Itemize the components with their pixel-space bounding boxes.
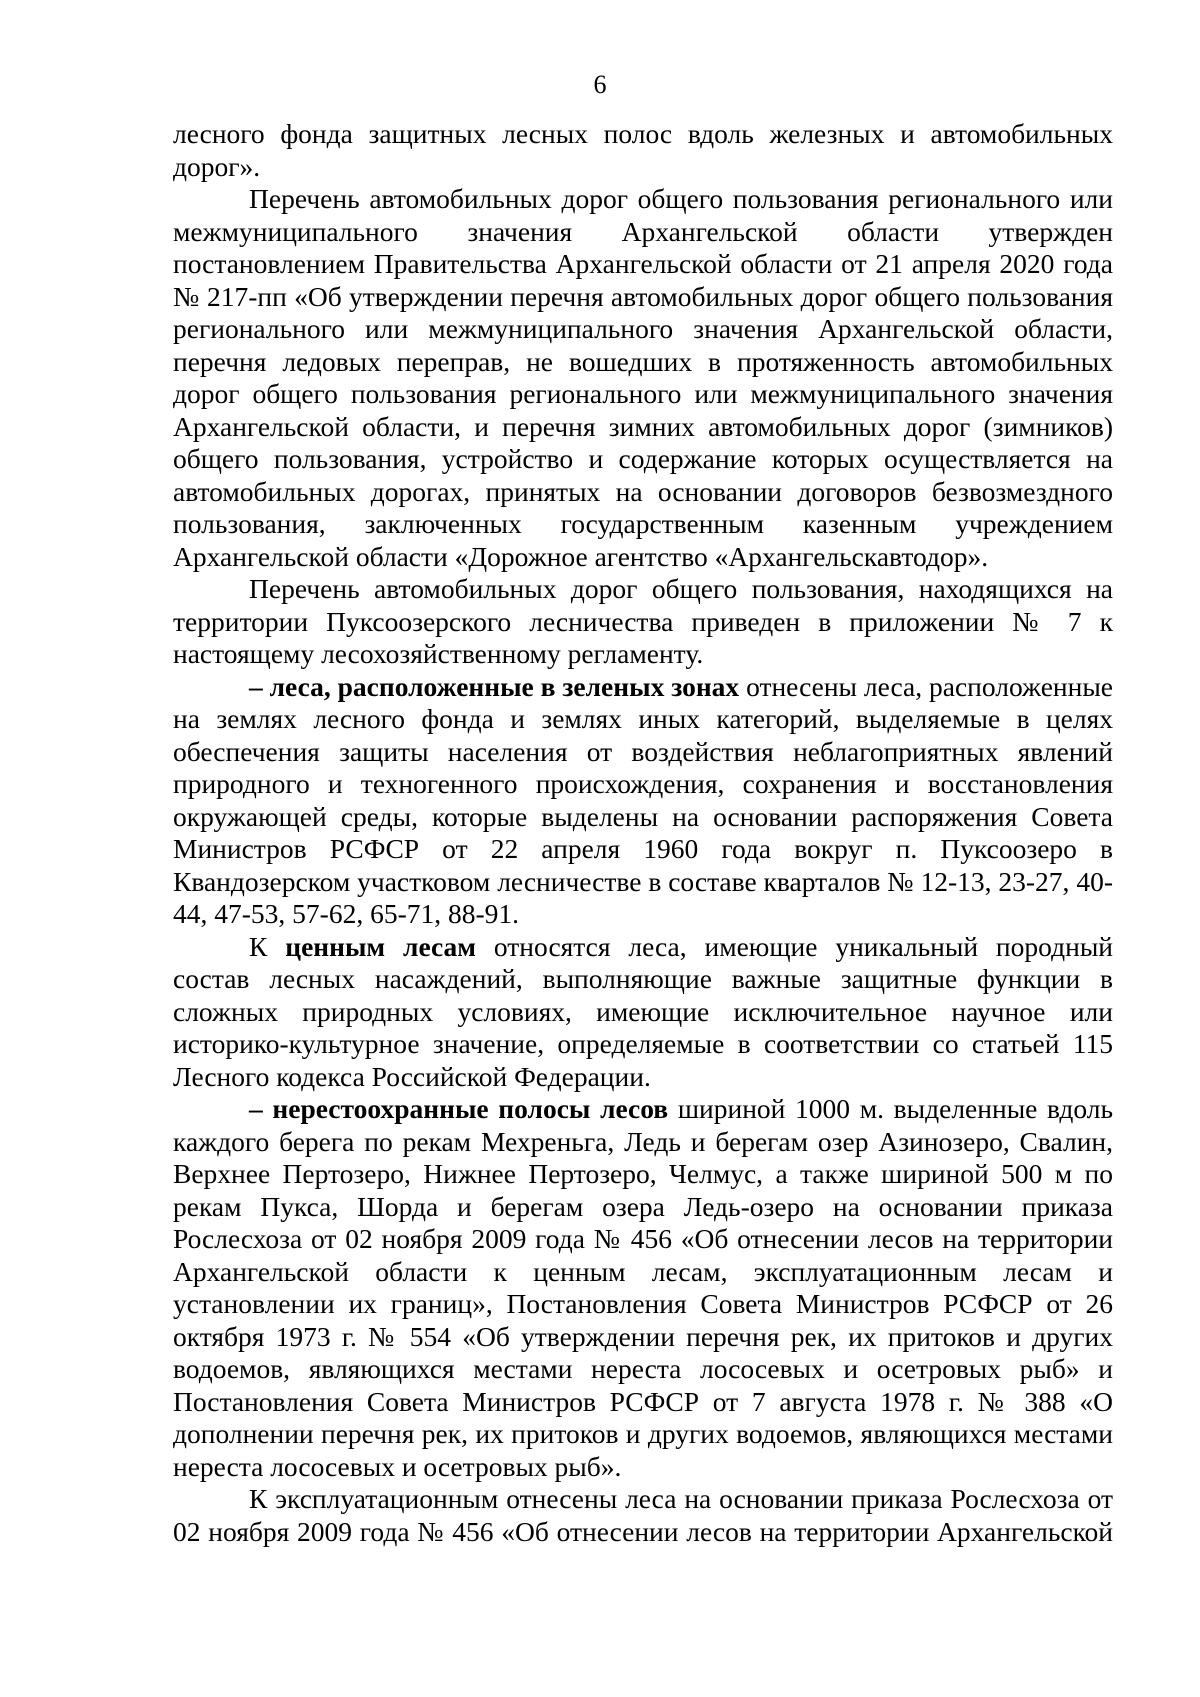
paragraph-6 bbox=[173, 1093, 1113, 1483]
paragraph-4 bbox=[173, 671, 1113, 931]
paragraph-7 bbox=[173, 1483, 1113, 1548]
paragraph-text: Перечень автомобильных дорог общего пользования регионального или межмуниципального значения Архангельской области утвержден постановлением Правительства Архангельской области от 21 апреля 2020 года № 217-пп «Об утверждении перечня автомобильных дорог общего пользования регионального или межмуниципального значения Архангельской области, перечня ледовых переправ, не вошедших в протяженность автомобильных дорог общего пользования регионального или межмуниципального значения Архангельской области, и перечня зимних автомобильных дорог (зимников) общего пользования, устройство и содержание которых осуществляется на автомобильных дорогах, принятых на основании договоров безвозмездного пользования, заключенных государственным казенным учреждением Архангельской области «Дорожное агентство «Архангельскавтодор». bbox=[173, 183, 1113, 572]
paragraph-text: отнесены леса, расположенные на землях лесного фонда и землях иных категорий, выделяемые в целях обеспечения защиты населения от воздействия неблагоприятных явлений природного и техногенного происхождения, сохранения и восстановления окружающей среды, которые выделены на основании распоряжения Совета Министров РСФСР от 22 апреля 1960 года вокруг п. Пуксоозеро в Квандозерском участковом лесничестве в составе кварталов № 12-13, 23-27, 40-44, 47-53, 57-62, 65-71, 88-91. bbox=[173, 670, 1114, 929]
page-number: 6 bbox=[593, 70, 607, 99]
paragraph-text: лесного фонда защитных лесных полос вдоль железных и автомобильных дорог». bbox=[173, 118, 1113, 182]
paragraph-1 bbox=[173, 118, 1113, 183]
document-body bbox=[173, 118, 1113, 1548]
paragraph-text: шириной 1000 м. выделенные вдоль каждого берега по рекам Мехреньга, Ледь и берегам озер Азинозеро, Свалин, Верхнее Пертозеро, Нижнее Пертозеро, Челмус, а также шириной 500 м по рекам Пукса, Шорда и берегам озера Ледь-озеро на основании приказа Рослесхоза от 02 ноября 2009 года № 456 «Об отнесении лесов на территории Архангельской области к ценным лесам, эксплуатационным лесам и установлении их границ», Постановления Совета Министров РСФСР от 26 октября 1973 г. № 554 «Об утверждении перечня рек, их притоков и других водоемов, являющихся местами нереста лососевых и осетровых рыб» и Постановления Совета Министров РСФСР от 7 августа 1978 г. № 388 «О дополнении перечня рек, их притоков и других водоемов, являющихся местами нереста лососевых и осетровых рыб». bbox=[173, 1093, 1113, 1482]
paragraph-text: относятся леса, имеющие уникальный породный состав лесных насаждений, выполняющие важные защитные функции в сложных природных условиях, имеющие исключительное научное или историко-культурное значение, определяемые в соответствии со статьей 115 Лесного кодекса Российской Федерации. bbox=[173, 930, 1114, 1092]
paragraph-5 bbox=[173, 931, 1113, 1094]
paragraph-2 bbox=[173, 183, 1113, 573]
paragraph-3 bbox=[173, 573, 1113, 671]
paragraph-text: Перечень автомобильных дорог общего пользования, находящихся на территории Пуксоозерского лесничества приведен в приложении № 7 к настоящему лесохозяйственному регламенту. bbox=[173, 573, 1113, 669]
bold-term: ценным лесам bbox=[285, 930, 477, 962]
paragraph-text: К bbox=[249, 930, 286, 962]
bold-term: – нерестоохранные полосы лесов bbox=[249, 1093, 669, 1124]
bold-term: – леса, расположенные в зеленых зонах bbox=[249, 670, 740, 702]
paragraph-text: К эксплуатационным отнесены леса на основании приказа Рослесхоза от 02 ноября 2009 года № 456 «Об отнесении лесов на территории Архангельской bbox=[173, 1483, 1113, 1547]
